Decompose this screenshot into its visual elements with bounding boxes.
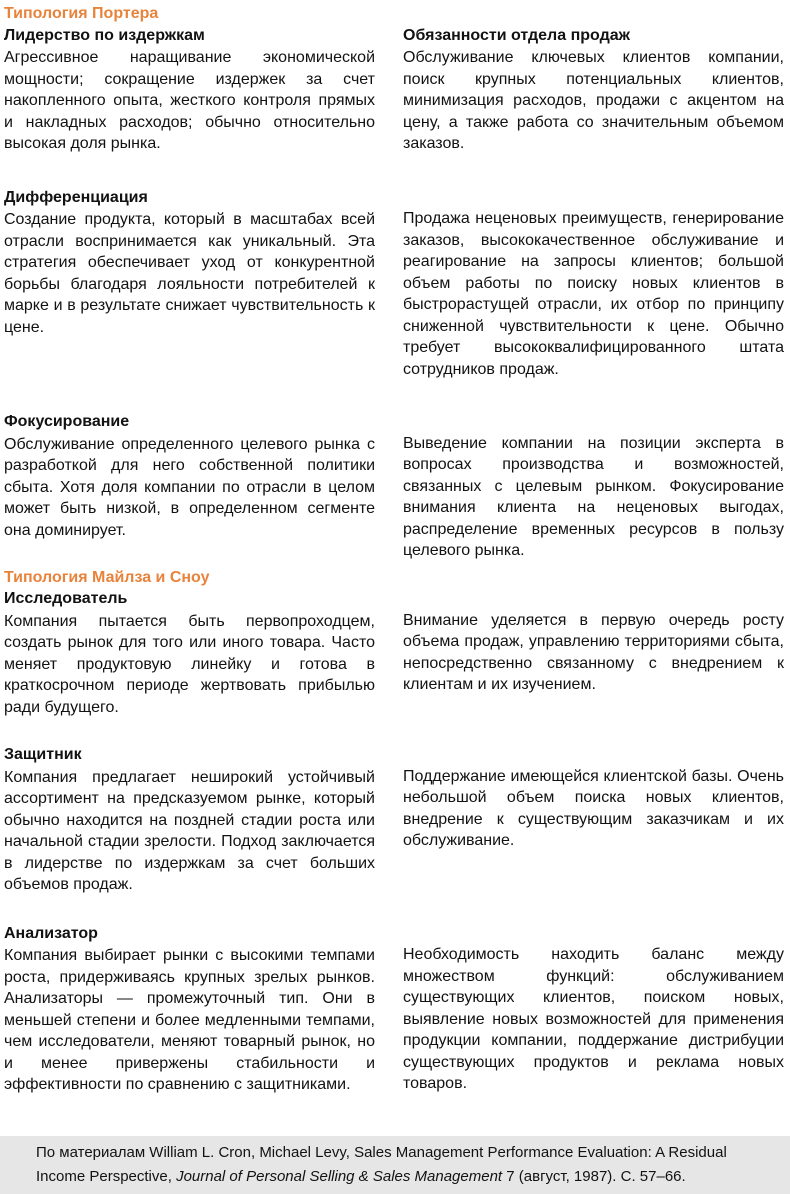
strategy-text-focus: Обслуживание определенного целевого рынка с разработкой для него собственной политики сбыта. Хотя доля компании по отрасли в целом может быть низкой, в определенном сегменте она доминирует. <box>4 435 375 539</box>
strategy-heading-differentiation: Дифференциация <box>4 188 148 206</box>
section-cost-leadership <box>4 3 784 155</box>
strategy-heading-focus: Фокусирование <box>4 413 130 430</box>
duties-text-focus: Выведение компании на позиции эксперта в вопросах производства и возможностей, связанных с целевым рынком. Фокусирование внимания клиента на неценовых выгодах, распределение временных ресурсов в пользу целевого рынка. <box>403 434 784 559</box>
source-text-before-journal: По материалам William L. Cron, Michael Levy, Sales Management Performance Evaluation: A Residual Income Perspective, <box>36 1144 727 1185</box>
section-focus <box>4 411 784 562</box>
section-defender <box>4 744 784 896</box>
typology-heading-miles-snow: Типология Майлза и Сноу <box>4 568 210 586</box>
strategy-text-cost-leadership: Агрессивное наращивание экономической мощности; сокращение издержек за счет накопленного опыта, жесткого контроля прямых и накладных расходов; обычно относительно высокая доля рынка. <box>4 49 375 152</box>
typology-heading-porter: Типология Портера <box>4 5 159 22</box>
strategy-text-prospector: Компания пытается быть первопроходцем, создать рынок для того или иного товара. Часто меняет продуктовую линейку и готова в краткосрочном периоде жертвовать прибылью ради будущего. <box>4 612 375 716</box>
duties-text-prospector: Внимание уделяется в первую очередь росту объема продаж, управлению территориями сбыта, непосредственно связанному с внедрением к клиентам и их изучением. <box>403 611 784 693</box>
section-differentiation <box>4 187 784 381</box>
strategy-heading-cost-leadership: Лидерство по издержкам <box>4 26 205 44</box>
strategy-text-differentiation: Создание продукта, который в масштабах всей отрасли воспринимается как уникальный. Эта стратегия обеспечивает уход от конкурентной борьбы благодаря лояльности потребителей к марке и в результате снижает чувствительность к цене. <box>4 211 375 336</box>
column-heading-sales-duties: Обязанности отдела продаж <box>403 26 630 44</box>
duties-text-defender: Поддержание имеющейся клиентской базы. Очень небольшой объем поиска новых клиентов, внедрение к существующим заказчикам и их обслуживание. <box>403 767 784 849</box>
strategy-text-defender: Компания предлагает неширокий устойчивый ассортимент на предсказуемом рынке, который обычно находится на поздней стадии роста или начальной стадии зрелости. Подход заключается в лидерстве по издержкам за счет больших объемов продаж. <box>4 768 375 893</box>
journal-title: Journal of Personal Selling & Sales Management <box>176 1168 503 1185</box>
section-prospector <box>4 567 784 719</box>
strategy-text-analyzer: Компания выбирает рынки с высокими темпами роста, придерживаясь крупных зрелых рынков. Анализаторы — промежуточный тип. Они в меньшей степени и более медленными темпами, чем исследователи, меняют товарный рынок, но и менее привержены стабильности и эффективности по сравнению с защитниками. <box>4 947 375 1093</box>
strategy-heading-prospector: Исследователь <box>4 590 128 607</box>
duties-text-cost-leadership: Обслуживание ключевых клиентов компании, поиск крупных потенциальных клиентов, минимизация расходов, продажи с акцентом на цену, а также работа со значительным объемом заказов. <box>403 49 784 152</box>
duties-text-differentiation: Продажа неценовых преимуществ, генерирование заказов, высококачественное обслуживание и реагирование на запросы клиентов; большой объем работы по поиску новых клиентов в быстрорастущей отрасли, их отбор по принципу сниженной чувствительности к цене. Обычно требует высококвалифицированного штата сотрудников продаж. <box>403 210 784 378</box>
duties-text-analyzer: Необходимость находить баланс между множеством функций: обслуживанием существующих клиентов, поиском новых, выявление новых возможностей для применения продукции компании, поддержание дистрибуции существующих продуктов и реклама новых товаров. <box>403 946 784 1092</box>
section-analyzer <box>4 923 784 1096</box>
strategy-heading-defender: Защитник <box>4 746 82 763</box>
source-text-after-journal: 7 (август, 1987). С. 57–66. <box>502 1168 686 1185</box>
source-note <box>36 1141 764 1189</box>
source-note-box <box>0 1136 790 1194</box>
strategy-heading-analyzer: Анализатор <box>4 924 98 942</box>
